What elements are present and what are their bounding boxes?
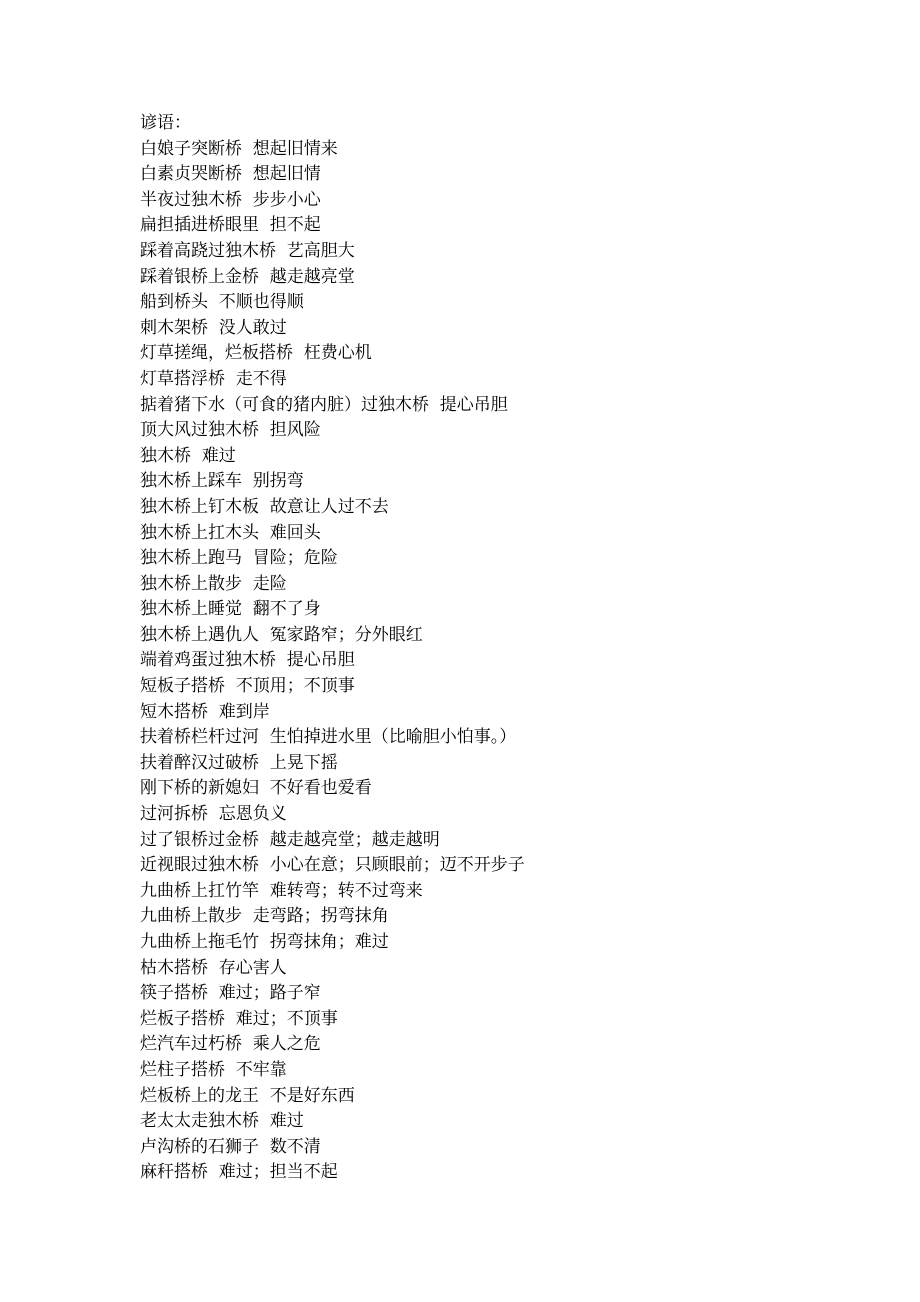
proverb-line: 独木桥上踩车 别拐弯 — [140, 471, 304, 492]
proverb-line: 九曲桥上拖毛竹 拐弯抹角；难过 — [140, 932, 389, 952]
proverb-line: 独木桥上散步 走险 — [140, 573, 287, 594]
proverb-line: 踩着银桥上金桥 越走越亮堂 — [140, 266, 355, 287]
proverb-line: 半夜过独木桥 步步小心 — [140, 189, 321, 210]
proverb-list — [140, 137, 860, 1186]
proverb-line: 扶着醉汉过破桥 上晃下摇 — [140, 752, 338, 773]
proverb-line: 老太太走独木桥 难过 — [140, 1111, 304, 1132]
proverb-line: 灯草搓绳，烂板搭桥 枉费心机 — [140, 343, 372, 364]
proverb-line: 白娘子突断桥 想起旧情来 — [140, 138, 338, 159]
proverb-line: 九曲桥上扛竹竿 难转弯；转不过弯来 — [140, 880, 423, 901]
proverb-line: 端着鸡蛋过独木桥 提心吊胆 — [140, 650, 355, 671]
proverb-line: 麻秆搭桥 难过；担当不起 — [140, 1162, 338, 1183]
proverb-line: 烂板桥上的龙王 不是好东西 — [140, 1085, 355, 1106]
document-page — [140, 111, 860, 1186]
proverb-line: 灯草搭浮桥 走不得 — [140, 368, 287, 389]
proverb-line: 踩着高跷过独木桥 艺高胆大 — [140, 240, 355, 261]
proverb-line: 独木桥上遇仇人 冤家路窄；分外眼红 — [140, 624, 423, 645]
proverb-line: 刺木架桥 没人敢过 — [140, 317, 287, 338]
proverb-line: 独木桥上扛木头 难回头 — [140, 522, 321, 543]
proverb-line: 过了银桥过金桥 越走越亮堂；越走越明 — [140, 829, 440, 850]
section-heading: 谚语： — [140, 113, 191, 133]
proverb-line: 顶大风过独木桥 担风险 — [140, 420, 321, 441]
proverb-line: 扶着桥栏杆过河 生怕掉进水里（比喻胆小怕事。） — [140, 727, 517, 748]
proverb-line: 白素贞哭断桥 想起旧情 — [140, 164, 321, 185]
proverb-line: 短板子搭桥 不顶用；不顶事 — [140, 676, 355, 697]
proverb-line: 刚下桥的新媳妇 不好看也爱看 — [140, 778, 372, 799]
proverb-line: 独木桥上跑马 冒险；危险 — [140, 548, 338, 569]
proverb-line: 筷子搭桥 难过；路子窄 — [140, 983, 321, 1004]
proverb-line: 扁担插进桥眼里 担不起 — [140, 215, 321, 236]
proverb-line: 独木桥上钉木板 故意让人过不去 — [140, 496, 389, 517]
proverb-line: 船到桥头 不顺也得顺 — [140, 292, 304, 313]
proverb-line: 近视眼过独木桥 小心在意；只顾眼前；迈不开步子 — [140, 855, 525, 876]
proverb-line: 烂柱子搭桥 不牢靠 — [140, 1059, 287, 1080]
proverb-line: 枯木搭桥 存心害人 — [140, 957, 287, 978]
proverb-line: 烂汽车过朽桥 乘人之危 — [140, 1034, 321, 1055]
proverb-line: 烂板子搭桥 难过；不顶事 — [140, 1008, 338, 1029]
proverb-line: 独木桥 难过 — [140, 445, 236, 466]
proverb-line: 九曲桥上散步 走弯路；拐弯抹角 — [140, 906, 389, 927]
proverb-line: 掂着猪下水（可食的猪内脏）过独木桥 提心吊胆 — [140, 394, 508, 415]
proverb-line: 短木搭桥 难到岸 — [140, 701, 270, 722]
proverb-line: 过河拆桥 忘恩负义 — [140, 804, 287, 825]
proverb-line: 卢沟桥的石狮子 数不清 — [140, 1136, 321, 1157]
proverb-line: 独木桥上睡觉 翻不了身 — [140, 599, 321, 620]
